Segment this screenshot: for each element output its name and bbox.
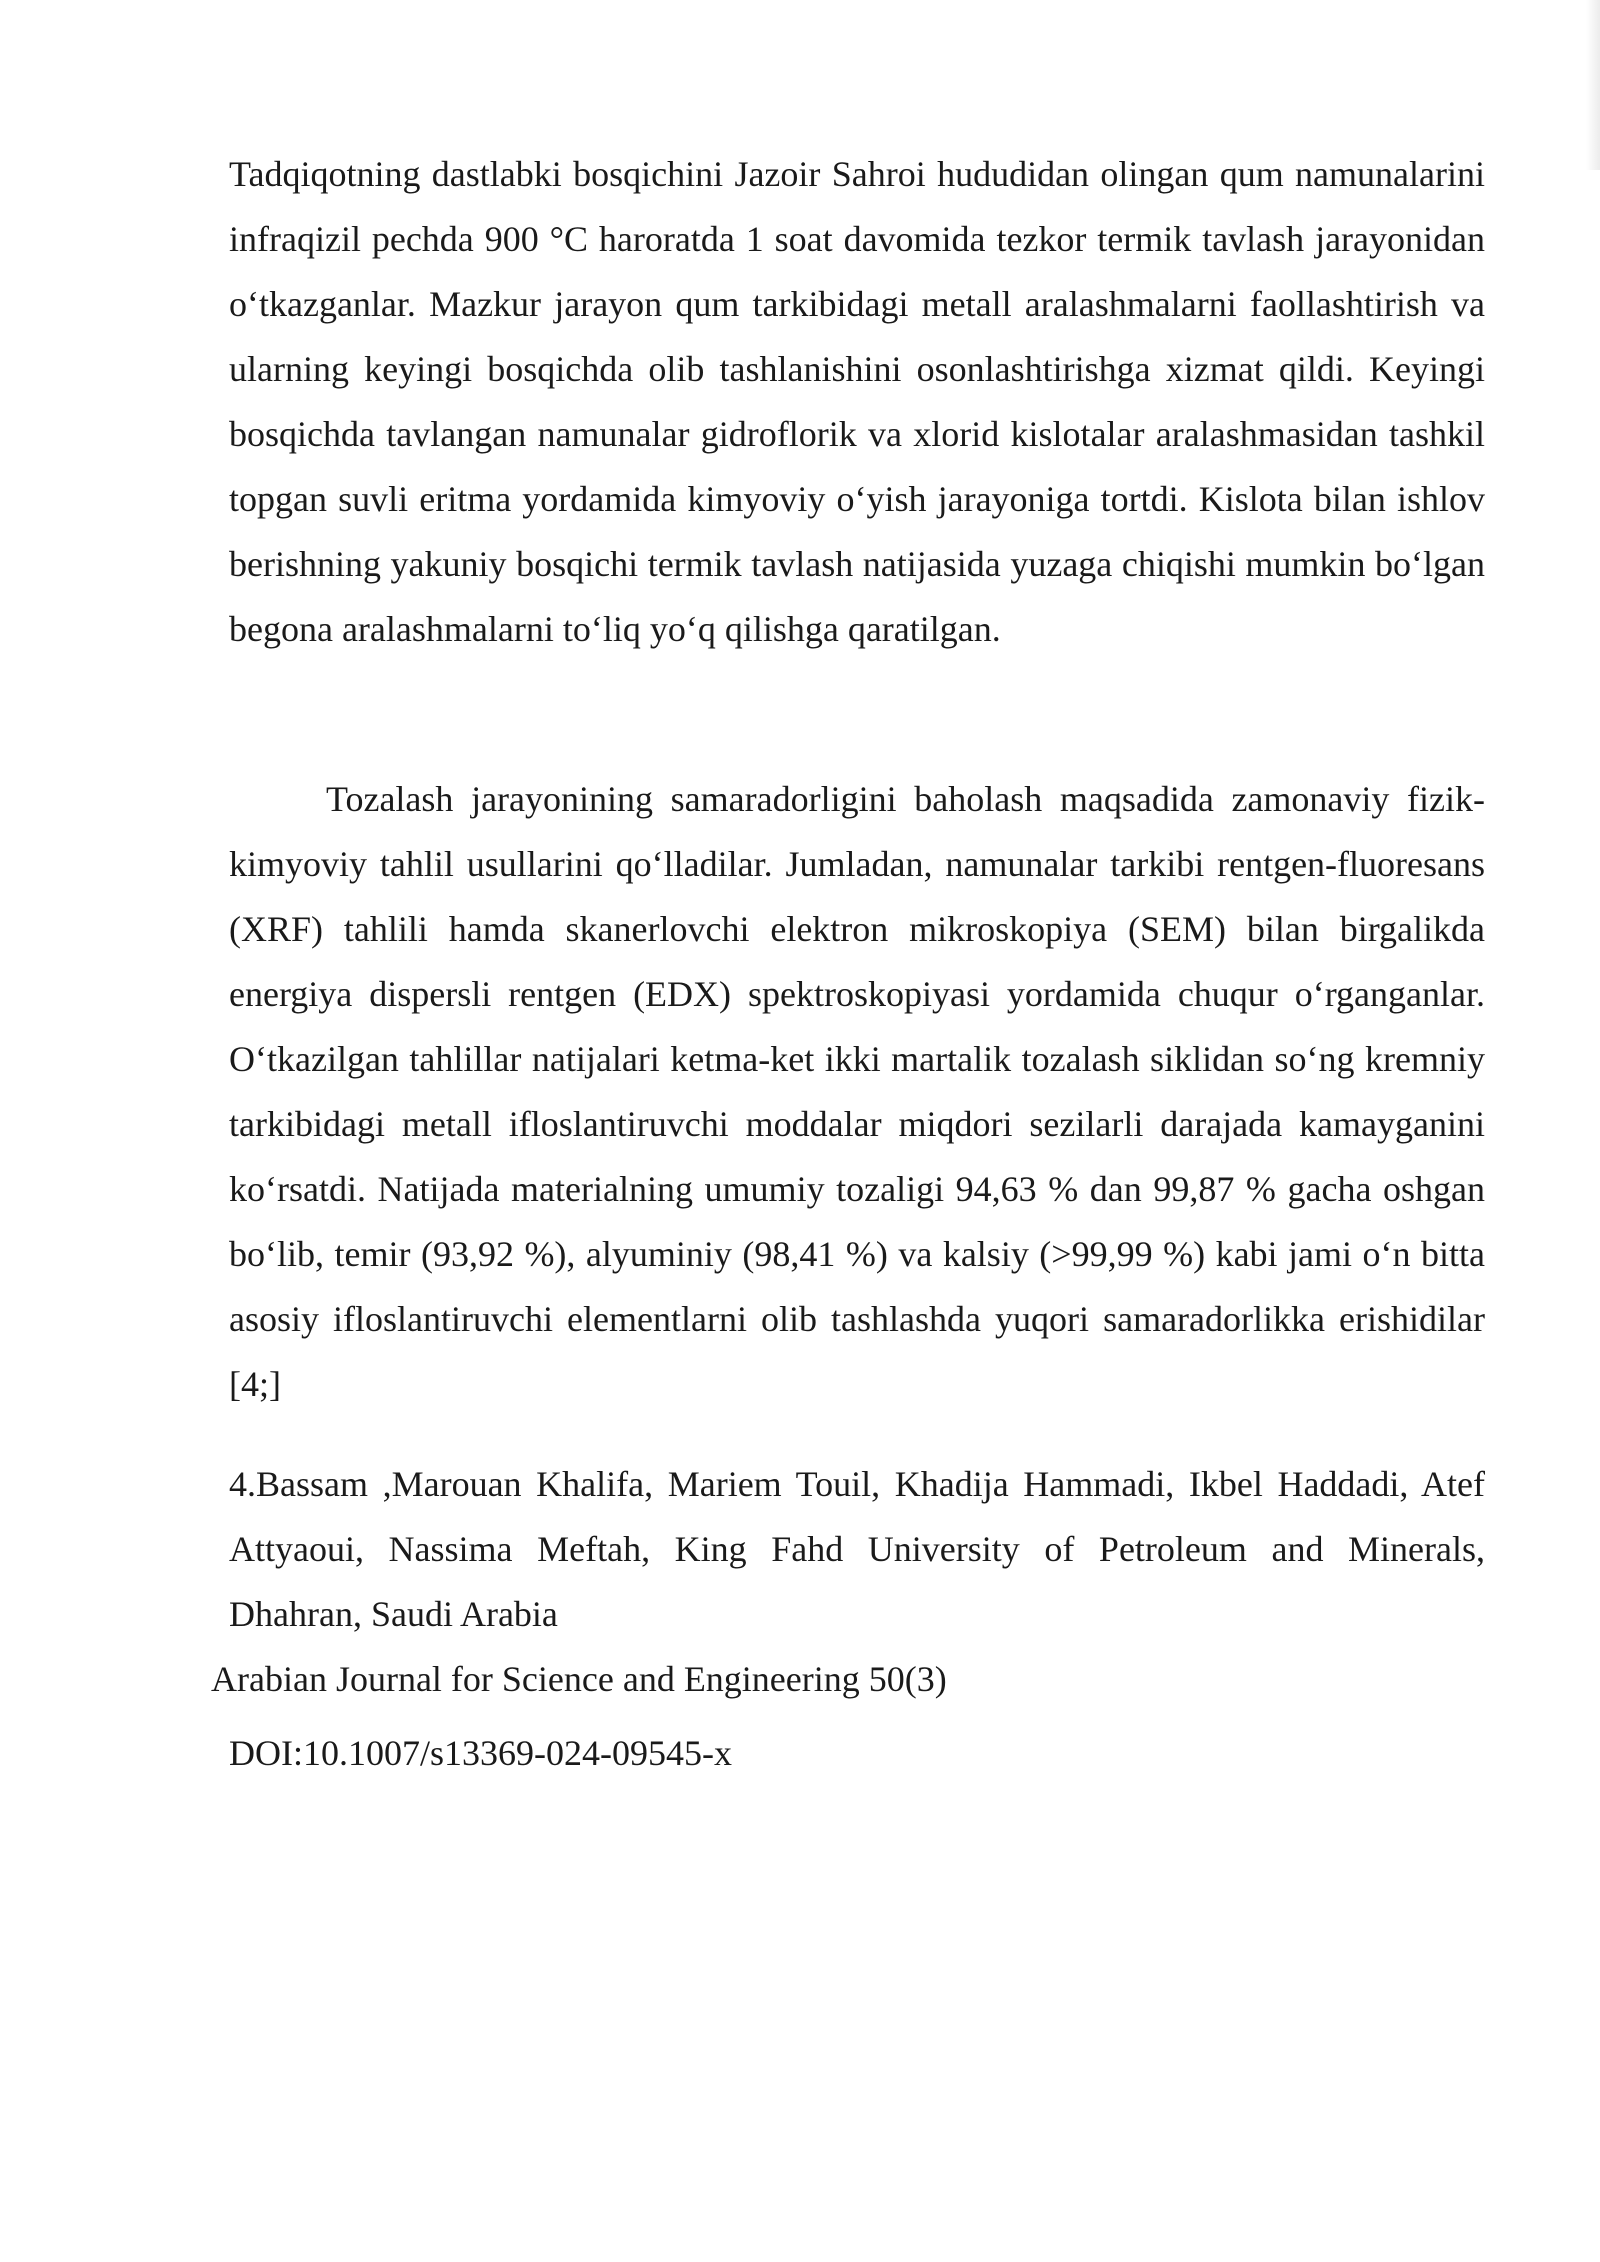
reference-journal: Arabian Journal for Science and Engineering 50(3) [211, 1659, 947, 1699]
reference-entry [229, 1452, 1485, 1647]
reference-doi: DOI:10.1007/s13369-024-09545-x [229, 1733, 732, 1773]
page-edge-shadow [1586, 0, 1600, 170]
body-paragraph-2: Tozalash jarayonining samaradorligini baholash maqsadida zamonaviy fizik-kimyoviy tahlil usullarini qo‘lladilar. Jumladan, namunalar tarkibi rentgen-fluoresans (XRF) tahlili hamda skanerlovchi elektron mikroskopiya (SEM) bilan birgalikda energiya dispersli rentgen (EDX) spektroskopiyasi yordamida chuqur o‘rganganlar. O‘tkazilgan tahlillar natijalari ketma-ket ikki martalik tozalash siklidan so‘ng kremniy tarkibidagi metall ifloslantiruvchi moddalar miqdori sezilarli darajada kamayganini ko‘rsatdi. Natijada materialning umumiy tozaligi 94,63 % dan 99,87 % gacha oshgan bo‘lib, temir (93,92 %), alyuminiy (98,41 %) va kalsiy (>99,99 %) kabi jami o‘n bitta asosiy ifloslantiruvchi elementlarni olib tashlashda yuqori samaradorlikka erishidilar [4;] [229, 779, 1485, 1404]
reference-authors-affiliation: 4.Bassam ,Marouan Khalifa, Mariem Touil, Khadija Hammadi, Ikbel Haddadi, Atef Attyaoui, Nassima Meftah, King Fahd University of Petroleum and Minerals, Dhahran, Saudi Arabia [229, 1464, 1485, 1634]
body-paragraph-1: Tadqiqotning dastlabki bosqichini Jazoir Sahroi hududidan olingan qum namunalarini infraqizil pechda 900 °C haroratda 1 soat davomida tezkor termik tavlash jarayonidan o‘tkazganlar. Mazkur jarayon qum tarkibidagi metall aralashmalarni faollashtirish va ularning keyingi bosqichda olib tashlanishini osonlashtirishga xizmat qildi. Keyingi bosqichda tavlangan namunalar gidroflorik va xlorid kislotalar aralashmasidan tashkil topgan suvli eritma yordamida kimyoviy o‘yish jarayoniga tortdi. Kislota bilan ishlov berishning yakuniy bosqichi termik tavlash natijasida yuzaga chiqishi mumkin bo‘lgan begona aralashmalarni to‘liq yo‘q qilishga qaratilgan. [229, 154, 1485, 649]
